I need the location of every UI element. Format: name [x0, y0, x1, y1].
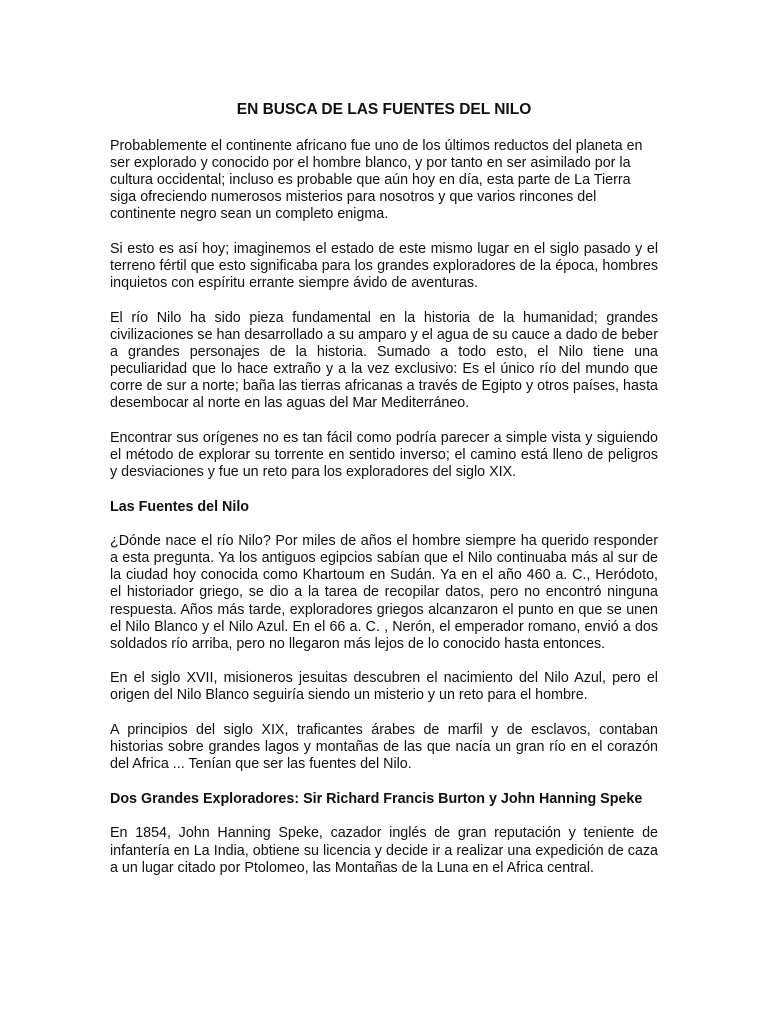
section-heading-fuentes: Las Fuentes del Nilo: [110, 498, 250, 515]
document-page: [110, 101, 658, 894]
intro-paragraph-2: Si esto es así hoy; imaginemos el estado de este mismo lugar en el siglo pasado y el terreno fértil que esto significaba para los grandes exploradores de la época, hombres inquietos con espíritu errante siempre ávido de aventuras.: [110, 240, 658, 292]
document-title: EN BUSCA DE LAS FUENTES DEL NILO: [236, 101, 532, 118]
section1-paragraph-1: ¿Dónde nace el río Nilo? Por miles de años el hombre siempre ha querido responder a esta pregunta. Ya los antiguos egipcios sabían que el Nilo continuaba más al sur de la ciudad hoy conocida como Khartoum en Sudán. Ya en el año 460 a. C., Heródoto, el historiador griego, se dio a la tarea de recopilar datos, pero no encontró ninguna respuesta. Años más tarde, exploradores griegos alcanzaron el punto en que se unen el Nilo Blanco y el Nilo Azul. En el 66 a. C. , Nerón, el emperador romano, envió a dos soldados río arriba, pero no llegaron más lejos de lo conocido hasta entonces.: [110, 533, 658, 652]
section-heading-exploradores: Dos Grandes Exploradores: Sir Richard Francis Burton y John Hanning Speke: [110, 790, 643, 807]
intro-paragraph-4: Encontrar sus orígenes no es tan fácil como podría parecer a simple vista y siguiendo el método de explorar su torrente en sentido inverso; el camino está lleno de peligros y desviaciones y fue un reto para los exploradores del siglo XIX.: [110, 429, 658, 480]
intro-paragraph-3: El río Nilo ha sido pieza fundamental en la historia de la humanidad; grandes civilizaciones se han desarrollado a su amparo y el agua de su cauce a dado de beber a grandes personajes de la historia. Sumado a todo esto, el Nilo tiene una peculiaridad que lo hace extraño y a la vez exclusivo: Es el único río del mundo que corre de sur a norte; baña las tierras africanas a través de Egipto y otros países, hasta desembocar al norte en las aguas del Mar Mediterráneo.: [110, 309, 658, 412]
section2-paragraph-1: En 1854, John Hanning Speke, cazador inglés de gran reputación y teniente de infantería en La India, obtiene su licencia y decide ir a realizar una expedición de caza a un lugar citado por Ptolomeo, las Montañas de la Luna en el Africa central.: [110, 825, 658, 876]
section1-paragraph-2: En el siglo XVII, misioneros jesuitas descubren el nacimiento del Nilo Azul, pero el origen del Nilo Blanco seguiría siendo un misterio y un reto para el hombre.: [110, 670, 658, 704]
intro-paragraph-1: Probablemente el continente africano fue uno de los últimos reductos del planeta en ser explorado y conocido por el hombre blanco, y por tanto en ser asimilado por la cultura occidental; incluso es probable que aún hoy en día, esta parte de La Tierra siga ofreciendo numerosos misterios para nosotros y que varios rincones del continente negro sean un completo enigma.: [110, 138, 643, 223]
section1-paragraph-3: A principios del siglo XIX, traficantes árabes de marfil y de esclavos, contaban historias sobre grandes lagos y montañas de las que nacía un gran río en el corazón del Africa ... Tenían que ser las fuentes del Nilo.: [110, 722, 658, 773]
